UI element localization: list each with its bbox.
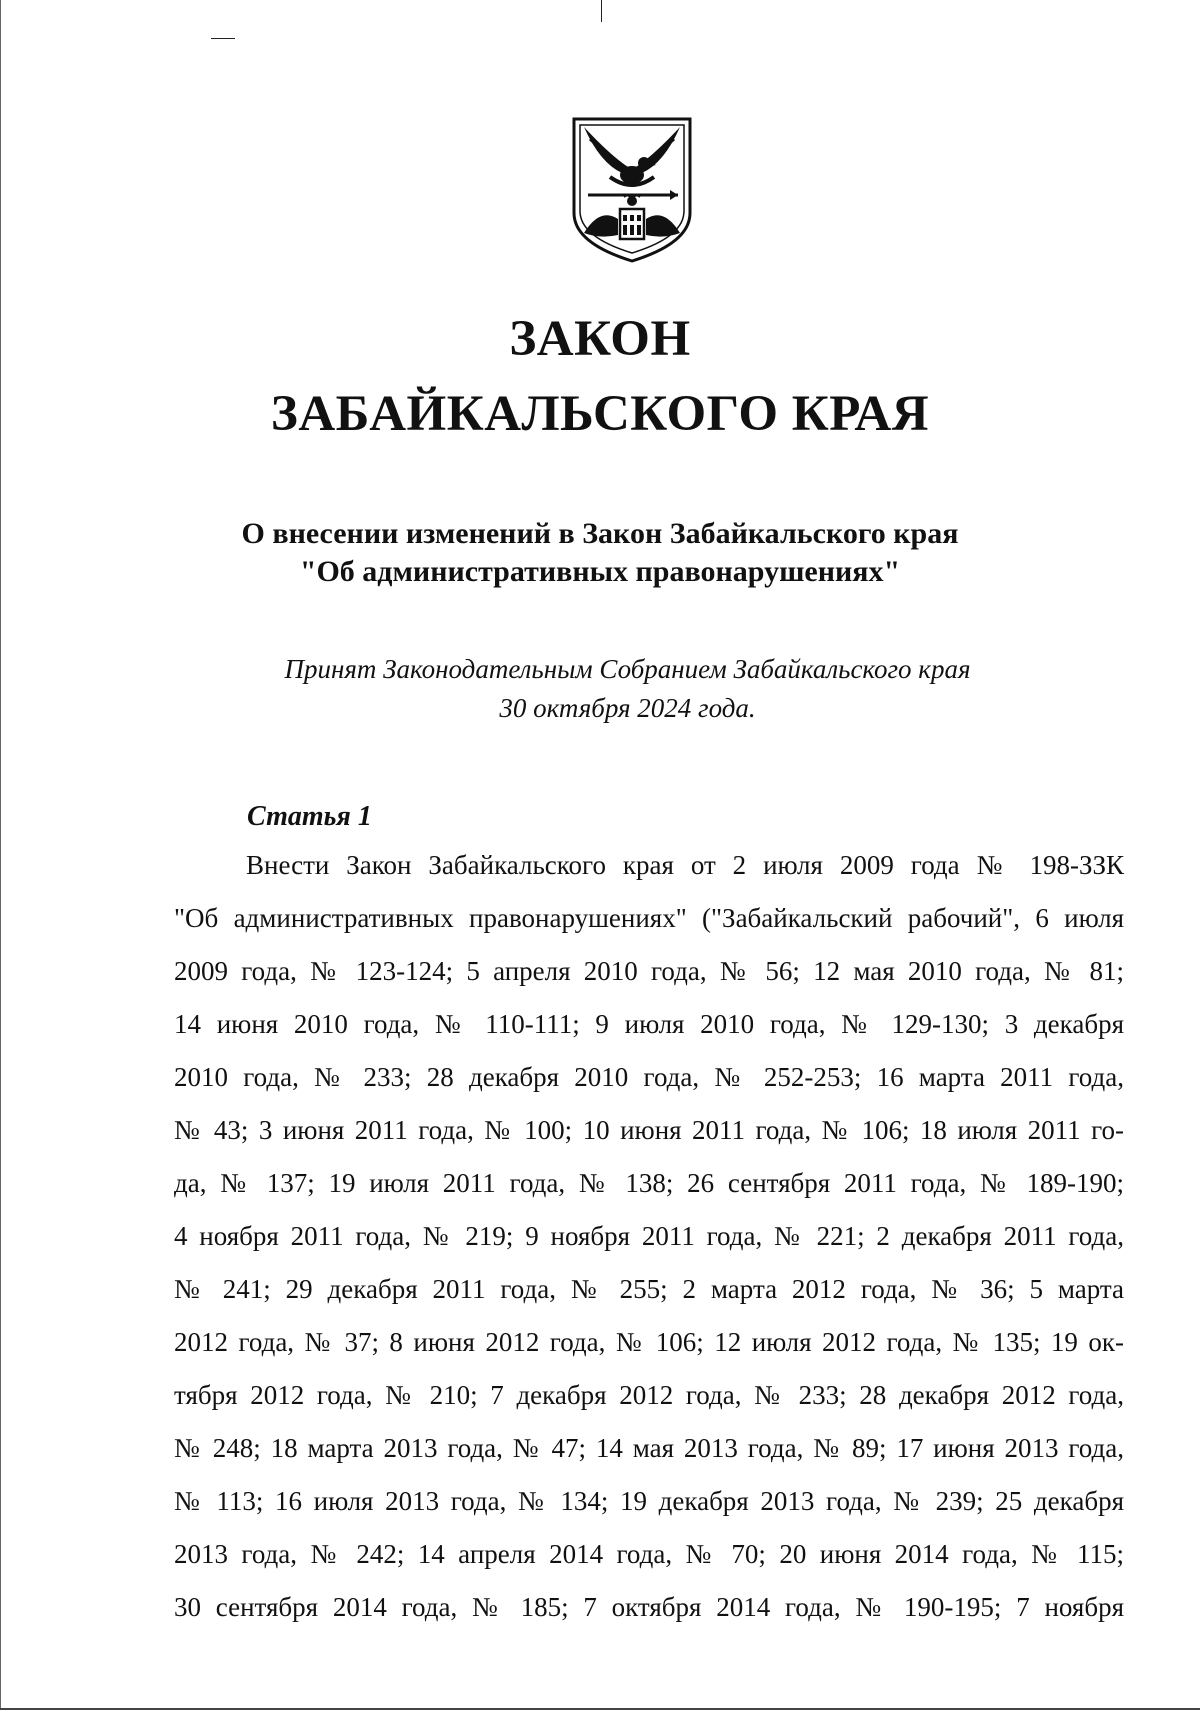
body-line: № 113; 16 июля 2013 года, № 134; 19 декабря 2013 года, № 239; 25 декабря [174, 1486, 1124, 1516]
law-subject [0, 515, 1200, 591]
body-line: № 241; 29 декабря 2011 года, № 255; 2 марта 2012 года, № 36; 5 марта [174, 1274, 1124, 1304]
scan-mark [601, 0, 602, 22]
body-line: № 248; 18 марта 2013 года, № 47; 14 мая 2013 года, № 89; 17 июня 2013 года, [174, 1433, 1124, 1463]
scan-mark [211, 38, 235, 39]
body-line: Внести Закон Забайкальского края от 2 июля 2009 года № 198-ЗЗК [246, 850, 1124, 880]
body-line: 30 сентября 2014 года, № 185; 7 октября 2014 года, № 190-195; 7 ноября [174, 1592, 1124, 1622]
body-line: 2010 года, № 233; 28 декабря 2010 года, № 252-253; 16 марта 2011 года, [174, 1062, 1124, 1092]
law-subject-line-2: "Об административных правонарушениях" [299, 555, 901, 588]
law-subject-line-1: О внесении изменений в Закон Забайкальского края [241, 517, 959, 550]
body-line: да, № 137; 19 июля 2011 года, № 138; 26 сентября 2011 года, № 189-190; [174, 1168, 1124, 1198]
body-line: 2013 года, № 242; 14 апреля 2014 года, № 70; 20 июня 2014 года, № 115; [174, 1539, 1124, 1569]
article-heading: Статья 1 [247, 801, 372, 832]
law-title: ЗАКОН [509, 311, 691, 367]
body-line: "Об административных правонарушениях" ("Забайкальский рабочий", 6 июля [174, 903, 1124, 933]
body-line: 2012 года, № 37; 8 июня 2012 года, № 106; 12 июля 2012 года, № 135; 19 ок- [174, 1327, 1124, 1357]
body-line: 14 июня 2010 года, № 110-111; 9 июля 2010 года, № 129-130; 3 декабря [174, 1009, 1124, 1039]
body-line: тября 2012 года, № 210; 7 декабря 2012 года, № 233; 28 декабря 2012 года, [174, 1380, 1124, 1410]
coat-of-arms-icon [570, 115, 694, 265]
adoption-note-line-1: Принят Законодательным Собранием Забайкальского края [284, 654, 971, 684]
body-line: № 43; 3 июня 2011 года, № 100; 10 июня 2011 года, № 106; 18 июля 2011 го- [174, 1115, 1124, 1145]
adoption-note-line-2: 30 октября 2024 года. [499, 693, 756, 723]
body-line: 4 ноября 2011 года, № 219; 9 ноября 2011 года, № 221; 2 декабря 2011 года, [174, 1221, 1124, 1251]
adoption-note [0, 650, 1200, 728]
body-line: 2009 года, № 123-124; 5 апреля 2010 года, № 56; 12 мая 2010 года, № 81; [174, 956, 1124, 986]
law-region: ЗАБАЙКАЛЬСКОГО КРАЯ [270, 386, 930, 442]
scan-edge [0, 0, 1, 1710]
